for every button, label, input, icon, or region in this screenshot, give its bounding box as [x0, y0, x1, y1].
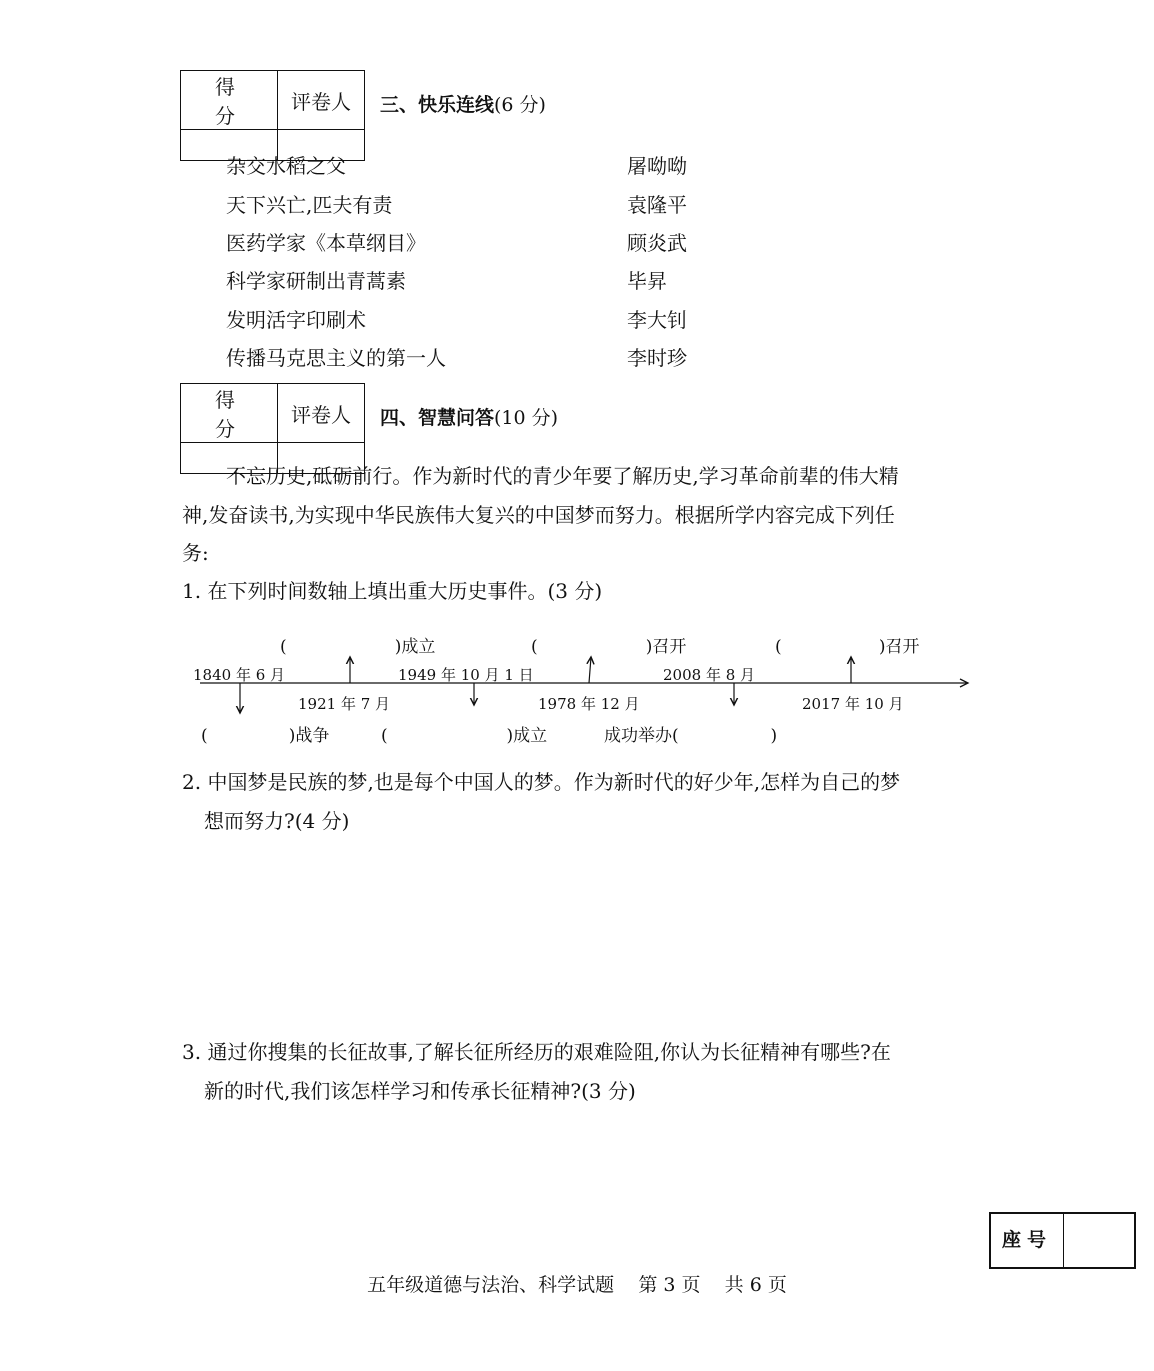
seat-number-box: [989, 1212, 1136, 1269]
grader-label: 评卷人: [278, 384, 365, 443]
question-1: 1. 在下列时间数轴上填出重大历史事件。(3 分): [182, 579, 603, 603]
question-2-line-2: 想而努力?(4 分): [204, 809, 350, 833]
match-right-item[interactable]: 屠呦呦: [627, 154, 687, 178]
match-left-item[interactable]: 科学家研制出青蒿素: [226, 269, 406, 293]
match-right-item[interactable]: 李时珍: [627, 346, 687, 370]
match-right-item[interactable]: 李大钊: [627, 308, 687, 332]
timeline-blank-top-3[interactable]: ( )召开: [775, 637, 920, 657]
timeline-date-2008: 2008 年 8 月: [663, 666, 756, 684]
timeline-date-1840: 1840 年 6 月: [193, 666, 286, 684]
timeline-blank-bottom-3[interactable]: 成功举办( ): [604, 726, 778, 746]
timeline-date-2017: 2017 年 10 月: [802, 695, 904, 713]
question-3-line-1: 3. 通过你搜集的长征故事,了解长征所经历的艰难险阻,你认为长征精神有哪些?在: [182, 1040, 891, 1064]
up-arrow-1978: [589, 657, 591, 683]
grader-label: 评卷人: [278, 71, 365, 130]
question-2-answer-area[interactable]: [204, 845, 974, 1020]
timeline-blank-bottom-2[interactable]: ( )成立: [381, 726, 548, 746]
intro-line-1: 不忘历史,砥砺前行。作为新时代的青少年要了解历史,学习革命前辈的伟大精: [226, 464, 899, 488]
section3-title: 三、快乐连线: [380, 94, 495, 116]
intro-line-2: 神,发奋读书,为实现中华民族伟大复兴的中国梦而努力。根据所学内容完成下列任: [182, 503, 895, 527]
match-left-item[interactable]: 传播马克思主义的第一人: [226, 346, 446, 370]
match-left-item[interactable]: 医药学家《本草纲目》: [226, 231, 426, 255]
section4-points: (10 分): [494, 407, 559, 429]
section3-points: (6 分): [494, 94, 546, 116]
seat-number-field[interactable]: [1064, 1214, 1134, 1267]
intro-line-3: 务:: [182, 541, 209, 565]
timeline-blank-top-1[interactable]: ( )成立: [280, 637, 436, 657]
score-label: 得 分: [181, 71, 278, 130]
timeline-blank-top-2[interactable]: ( )召开: [531, 637, 687, 657]
seat-label: 座号: [991, 1214, 1064, 1267]
question-2-line-1: 2. 中国梦是民族的梦,也是每个中国人的梦。作为新时代的好少年,怎样为自己的梦: [182, 770, 901, 794]
timeline-date-1921: 1921 年 7 月: [298, 695, 391, 713]
match-left-item[interactable]: 杂交水稻之父: [226, 154, 346, 178]
match-right-item[interactable]: 毕昇: [627, 269, 667, 293]
timeline-blank-bottom-1[interactable]: ( )战争: [201, 726, 330, 746]
match-right-item[interactable]: 顾炎武: [627, 231, 687, 255]
question-3-answer-area[interactable]: [204, 1115, 974, 1205]
question-3-line-2: 新的时代,我们该怎样学习和传承长征精神?(3 分): [204, 1079, 636, 1103]
match-left-item[interactable]: 天下兴亡,匹夫有责: [226, 193, 393, 217]
score-label: 得 分: [181, 384, 278, 443]
page-footer: 五年级道德与法治、科学试题 第 3 页 共 6 页: [367, 1274, 787, 1296]
match-right-item[interactable]: 袁隆平: [627, 193, 687, 217]
match-left-item[interactable]: 发明活字印刷术: [226, 308, 366, 332]
timeline-date-1949: 1949 年 10 月 1 日: [398, 666, 534, 684]
timeline-date-1978: 1978 年 12 月: [538, 695, 640, 713]
section4-title: 四、智慧问答: [380, 407, 495, 429]
